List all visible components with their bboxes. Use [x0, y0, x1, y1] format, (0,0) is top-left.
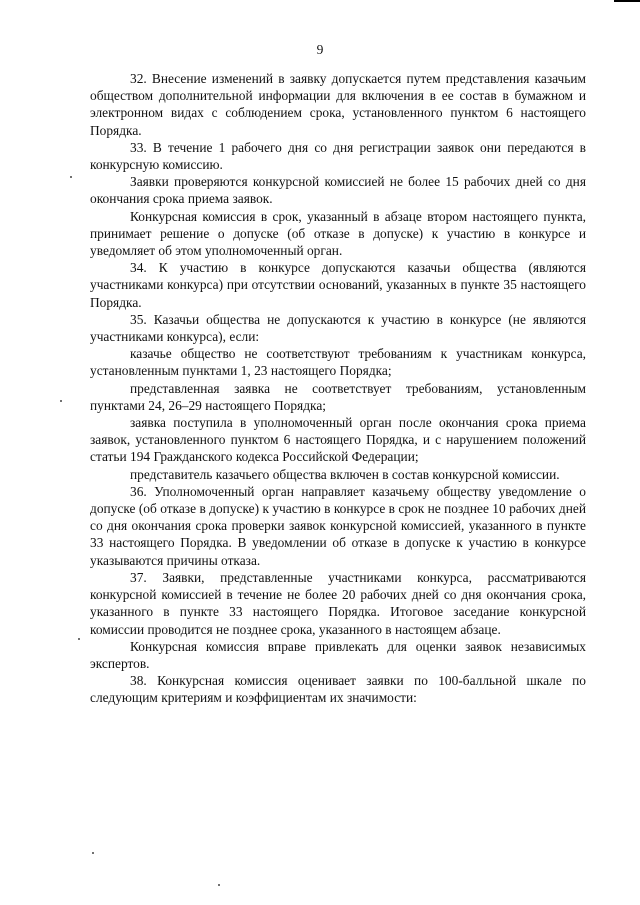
paragraph-32: 32. Внесение изменений в заявку допускается путем представления казачьим обществом дополнительной информации для включения в ее состав в бумажном и электронном видах с соблюдением срока, установленного пунктом 6 настоящего Порядка. [90, 71, 586, 138]
scan-speck [78, 638, 80, 640]
paragraph-35-item-1: казачье общество не соответствуют требованиям к участникам конкурса, установленным пунктами 1, 23 настоящего Порядка; [90, 346, 586, 379]
paragraph-33-check-period: Заявки проверяются конкурсной комиссией не более 15 рабочих дней со дня окончания срока приема заявок. [90, 174, 586, 207]
paragraph-35-item-2: представленная заявка не соответствует требованиям, установленным пунктами 24, 26–29 настоящего Порядка; [90, 380, 586, 413]
paragraph-35-item-3: заявка поступила в уполномоченный орган после окончания срока приема заявок, установленного пунктом 6 настоящего Порядка, и с нарушением положений статьи 194 Гражданского кодекса Российской Федерации; [90, 415, 586, 465]
scan-edge-mark [614, 0, 640, 2]
paragraph-37: 37. Заявки, представленные участниками конкурса, рассматриваются конкурсной комиссией в течение не более 20 рабочих дней со дня окончания срока, указанного в пункте 33 настоящего Порядка. Итоговое заседание конкурсной комиссии проводится не позднее срока, указанного в настоящем абзаце. [90, 569, 586, 637]
scan-speck [60, 400, 62, 402]
scan-speck [92, 852, 94, 854]
paragraph-35: 35. Казачьи общества не допускаются к участию в конкурсе (не являются участниками конкурса), если: [90, 311, 586, 345]
paragraph-33-decision: Конкурсная комиссия в срок, указанный в абзаце втором настоящего пункта, принимает решение о допуске (об отказе в допуске) к участию в конкурсе и уведомляет об этом уполномоченный орган. [90, 208, 586, 259]
body-text [90, 70, 586, 707]
paragraph-34: 34. К участию в конкурсе допускаются казачьи общества (являются участниками конкурса) при отсутствии оснований, указанных в пункте 35 настоящего Порядка. [90, 260, 586, 310]
paragraph-36: 36. Уполномоченный орган направляет казачьему обществу уведомление о допуске (об отказе в допуске) к участию в конкурсе в срок не позднее 10 рабочих дней со дня окончания срока проверки заявок конкурсной комиссией, указанного в пункте 33 настоящего Порядка. В уведомлении об отказе в допуске к участию в конкурсе указываются причины отказа. [90, 483, 586, 568]
paragraph-37-experts: Конкурсная комиссия вправе привлекать для оценки заявок независимых экспертов. [90, 638, 586, 671]
paragraph-33: 33. В течение 1 рабочего дня со дня регистрации заявок они передаются в конкурсную комиссию. [90, 139, 586, 173]
scan-speck [70, 176, 72, 178]
paragraph-35-item-4: представитель казачьего общества включен в состав конкурсной комиссии. [130, 466, 560, 482]
paragraph-38: 38. Конкурсная комиссия оценивает заявки по 100-балльной шкале по следующим критериям и коэффициентам их значимости: [90, 673, 586, 706]
page-number: 9 [316, 42, 324, 57]
scan-speck [218, 884, 220, 886]
